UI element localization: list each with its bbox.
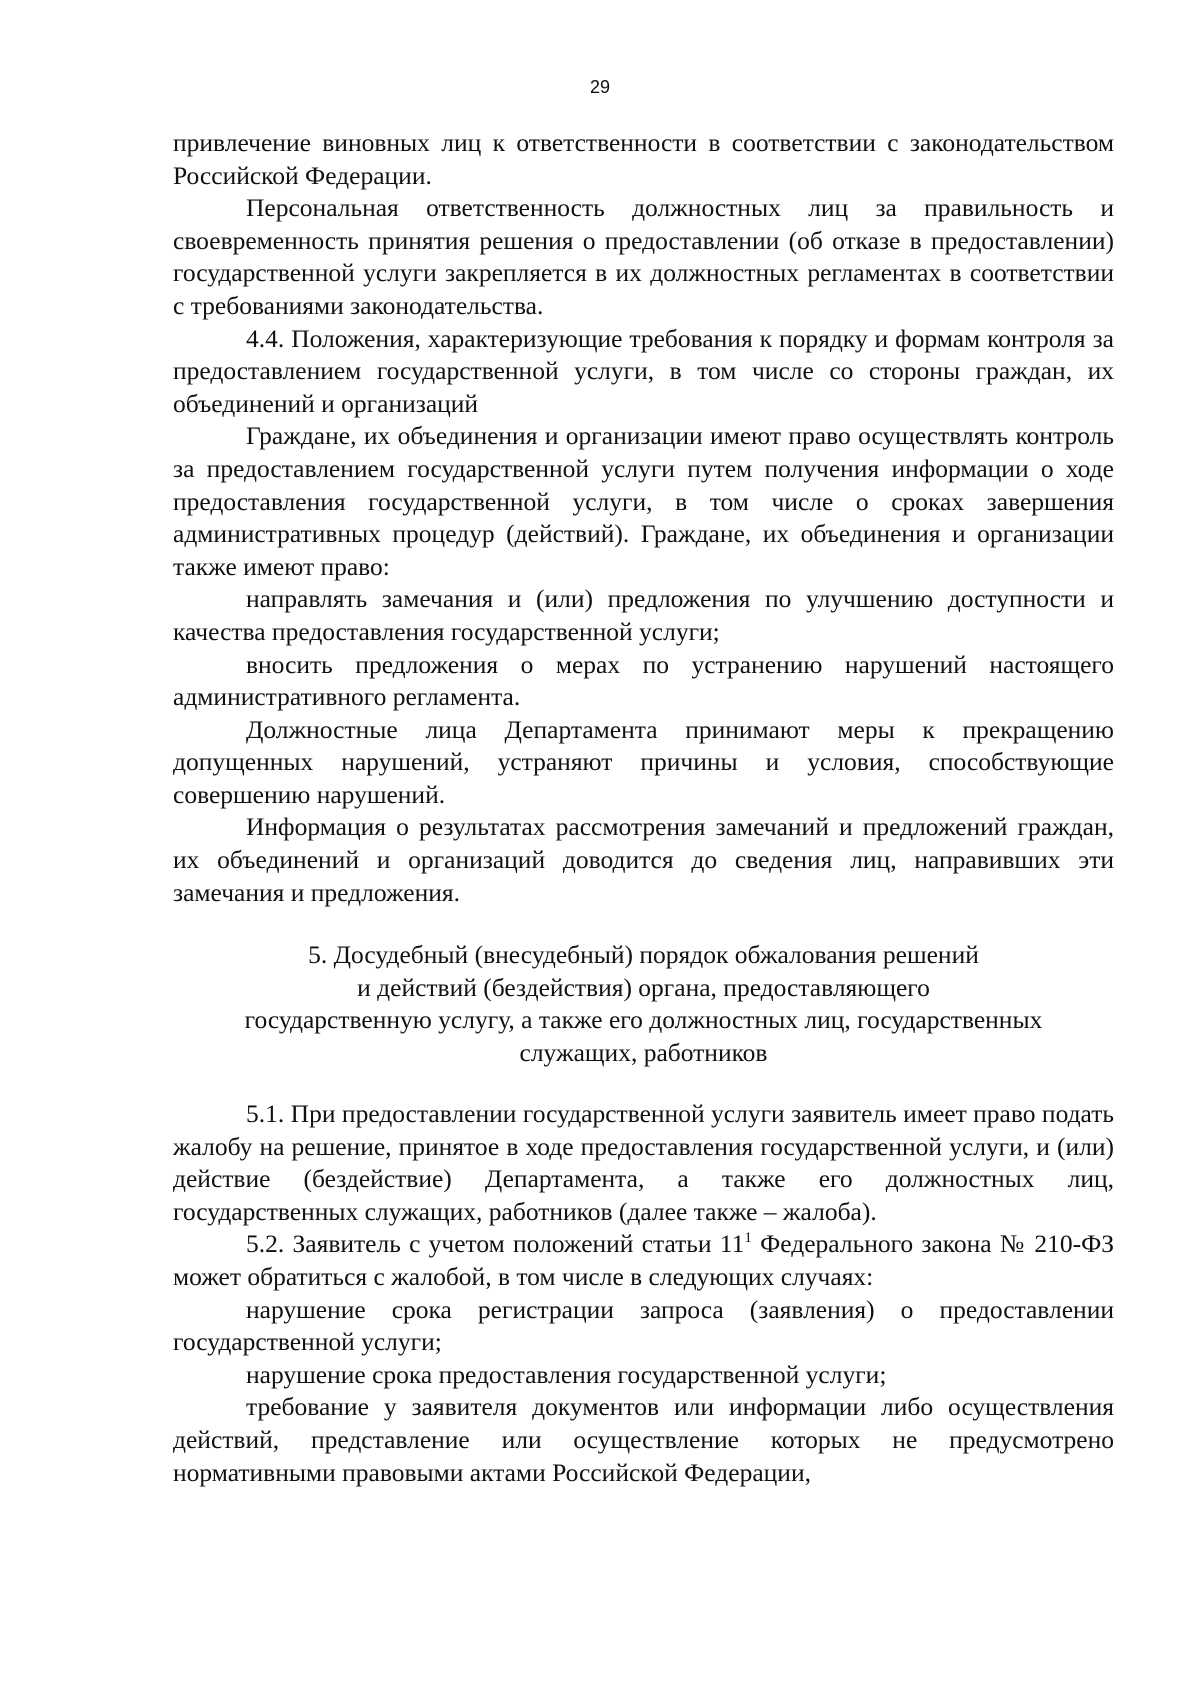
paragraph-send-remarks: направлять замечания и (или) предложения по улучшению доступности и качества предоставления государственной услуги;	[173, 584, 1114, 646]
paragraph-submit-proposals: вносить предложения о мерах по устранению нарушений настоящего административного регламента.	[173, 649, 1114, 712]
paragraph-5-2-start: 5.2. Заявитель с учетом положений статьи 11	[246, 1229, 745, 1259]
page-number: 29	[589, 77, 611, 97]
paragraph-5-2	[173, 1228, 1114, 1293]
footnote-superscript: 1	[744, 1230, 752, 1247]
paragraph-liability-continuation: привлечение виновных лиц к ответственности в соответствии с законодательством Российской Федерации.	[173, 128, 1114, 190]
heading-line-2: и действий (бездействия) органа, предоставляющего	[357, 972, 930, 1002]
paragraph-personal-responsibility: Персональная ответственность должностных лиц за правильность и своевременность принятия решения о предоставлении (об отказе в предоставлении) государственной услуги закрепляется в их должностных регламентах в соответствии с требованиями законодательства.	[173, 193, 1114, 320]
section-5-heading	[173, 939, 1114, 1069]
paragraph-deadline-violation: нарушение срока предоставления государственной услуги;	[246, 1359, 887, 1389]
paragraph-citizen-control: Граждане, их объединения и организации имеют право осуществлять контроль за предоставлением государственной услуги путем получения информации о ходе предоставления государственной услуги, в том числе о сроках завершения административных процедур (действий). Граждане, их объединения и организации также имеют право:	[173, 421, 1114, 581]
section-5-body	[173, 1098, 1114, 1489]
paragraph-4-4-title: 4.4. Положения, характеризующие требования к порядку и формам контроля за предоставлением государственной услуги, в том числе со стороны граждан, их объединений и организаций	[173, 323, 1114, 418]
paragraph-5-1: 5.1. При предоставлении государственной услуги заявитель имеет право подать жалобу на решение, принятое в ходе предоставления государственной услуги, и (или) действие (бездействие) Департамента, а также его должностных лиц, государственных служащих, работников (далее также – жалоба).	[173, 1099, 1114, 1226]
heading-line-1: 5. Досудебный (внесудебный) порядок обжалования решений	[308, 940, 979, 969]
heading-line-3: государственную услугу, а также его должностных лиц, государственных	[244, 1005, 1043, 1035]
paragraph-review-results: Информация о результатах рассмотрения замечаний и предложений граждан, их объединений и организаций доводится до сведения лиц, направивших эти замечания и предложения.	[173, 812, 1114, 907]
paragraph-officials-measures: Должностные лица Департамента принимают меры к прекращению допущенных нарушений, устраняют причины и условия, способствующие совершению нарушений.	[173, 714, 1114, 809]
paragraph-document-requirement: требование у заявителя документов или информации либо осуществления действий, представление или осуществление которых не предусмотрено нормативными правовыми актами Российской Федерации,	[173, 1392, 1114, 1487]
section-4-continuation	[173, 127, 1114, 909]
paragraph-registration-violation: нарушение срока регистрации запроса (заявления) о предоставлении государственной услуги;	[173, 1294, 1114, 1357]
heading-line-4: служащих, работников	[519, 1037, 768, 1067]
paragraph-5-2-end: Федерального закона № 210-ФЗ может обратиться с жалобой, в том числе в следующих случаях:	[173, 1229, 1115, 1291]
